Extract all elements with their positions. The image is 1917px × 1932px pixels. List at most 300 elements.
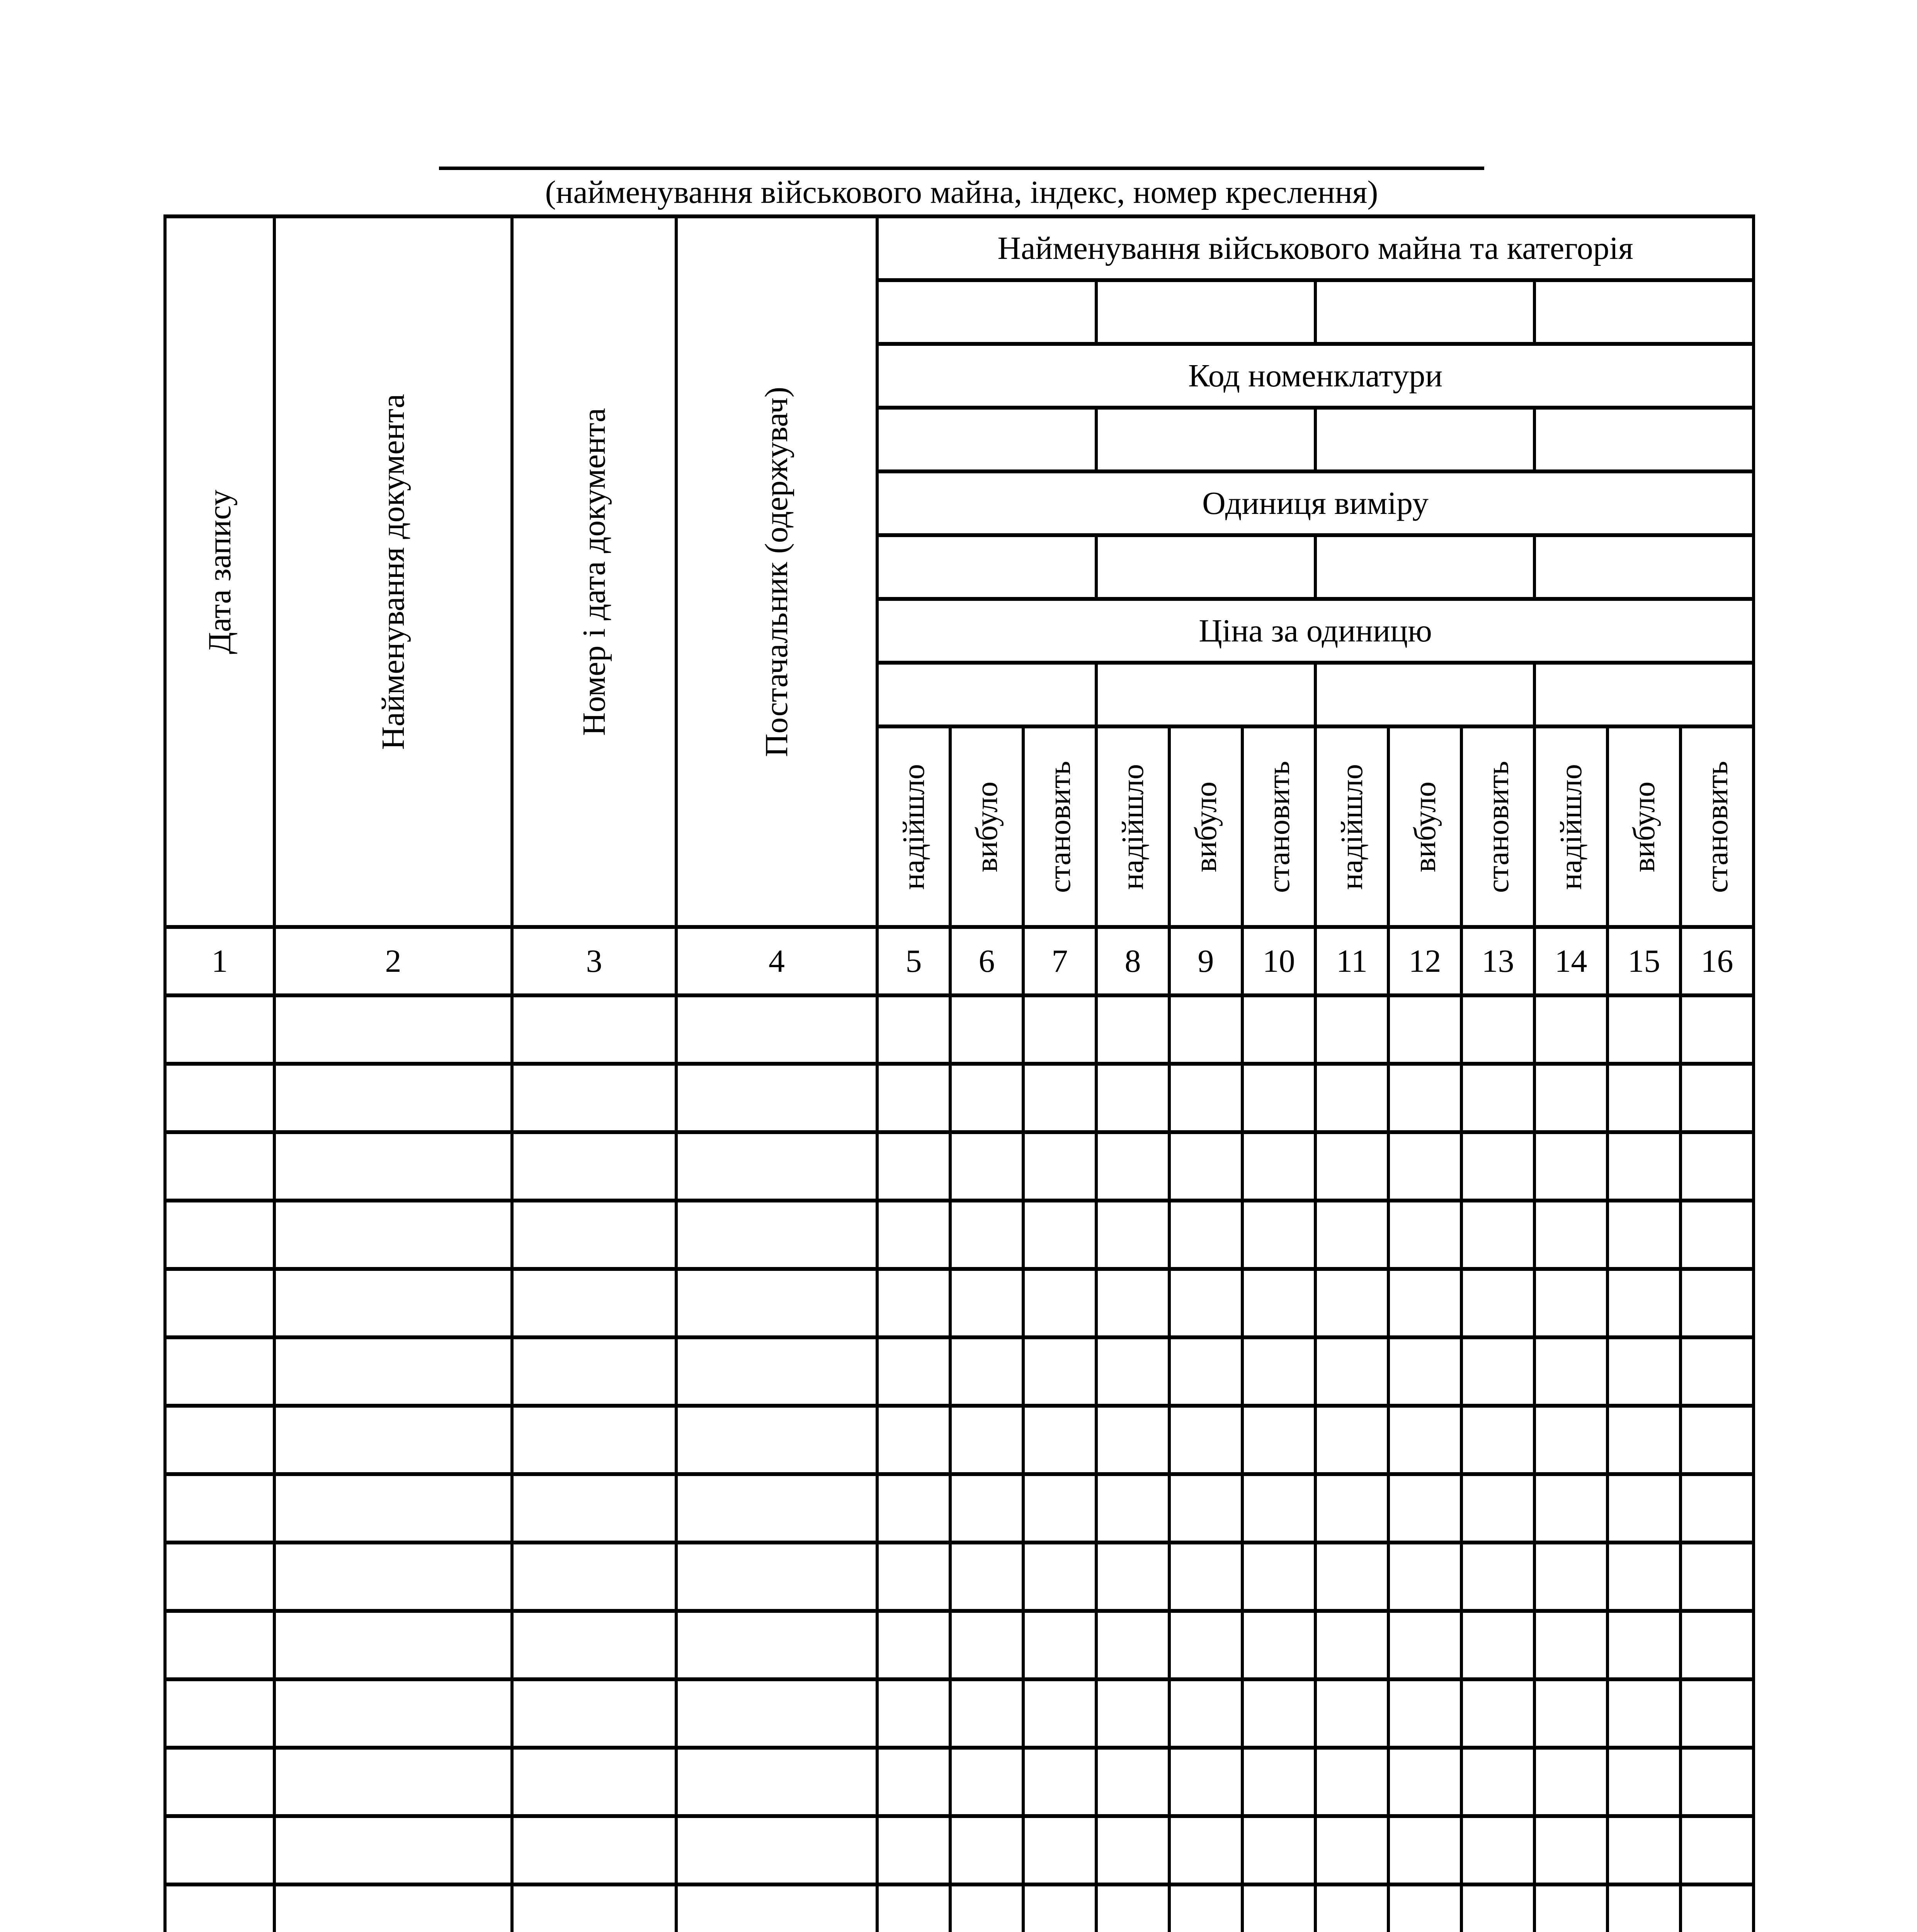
table-cell[interactable] bbox=[1169, 1884, 1242, 1932]
table-cell[interactable] bbox=[1607, 1064, 1681, 1132]
ledger-table bbox=[163, 214, 1755, 1932]
fill-cell[interactable] bbox=[877, 535, 1096, 599]
table-cell[interactable] bbox=[1461, 1679, 1534, 1748]
sub-header-label: надійшло bbox=[1554, 764, 1588, 890]
table-cell[interactable] bbox=[676, 1884, 877, 1932]
table-cell[interactable] bbox=[165, 1748, 274, 1816]
table-row bbox=[165, 1406, 1754, 1474]
table-cell[interactable] bbox=[1534, 995, 1607, 1064]
table-cell[interactable] bbox=[877, 1132, 950, 1201]
table-cell[interactable] bbox=[1461, 1337, 1534, 1406]
fill-cell[interactable] bbox=[1096, 280, 1315, 344]
table-row bbox=[165, 1816, 1754, 1884]
sub-header-12 bbox=[1388, 726, 1461, 927]
table-cell[interactable] bbox=[1096, 1474, 1169, 1543]
table-cell[interactable] bbox=[274, 1337, 512, 1406]
table-cell[interactable] bbox=[512, 1543, 676, 1611]
fill-cell[interactable] bbox=[1534, 663, 1754, 726]
table-cell[interactable] bbox=[1242, 1132, 1315, 1201]
table-cell[interactable] bbox=[676, 1543, 877, 1611]
sub-header-label: вибуло bbox=[1189, 781, 1223, 872]
table-cell[interactable] bbox=[1681, 1474, 1754, 1543]
table-cell[interactable] bbox=[1315, 1406, 1388, 1474]
table-cell[interactable] bbox=[1534, 1748, 1607, 1816]
fill-cell[interactable] bbox=[877, 280, 1096, 344]
table-cell[interactable] bbox=[1315, 1269, 1388, 1337]
table-cell[interactable] bbox=[512, 1884, 676, 1932]
table-cell[interactable] bbox=[1023, 1748, 1096, 1816]
table-cell[interactable] bbox=[950, 1679, 1023, 1748]
sub-header-10 bbox=[1242, 726, 1315, 927]
table-cell[interactable] bbox=[1023, 1679, 1096, 1748]
column-number: 16 bbox=[1681, 927, 1754, 995]
table-cell[interactable] bbox=[1096, 1064, 1169, 1132]
table-cell[interactable] bbox=[1023, 1406, 1096, 1474]
table-cell[interactable] bbox=[1242, 1543, 1315, 1611]
table-cell[interactable] bbox=[1169, 1679, 1242, 1748]
table-cell[interactable] bbox=[1315, 1679, 1388, 1748]
column-number: 3 bbox=[512, 927, 676, 995]
table-cell[interactable] bbox=[950, 1884, 1023, 1932]
table-cell[interactable] bbox=[512, 995, 676, 1064]
table-cell[interactable] bbox=[1315, 1132, 1388, 1201]
table-cell[interactable] bbox=[877, 1474, 950, 1543]
table-cell[interactable] bbox=[1096, 1543, 1169, 1611]
table-cell[interactable] bbox=[1534, 1611, 1607, 1679]
table-cell[interactable] bbox=[1242, 1816, 1315, 1884]
table-cell[interactable] bbox=[1681, 1132, 1754, 1201]
fill-cell[interactable] bbox=[1315, 663, 1534, 726]
table-cell[interactable] bbox=[1242, 1748, 1315, 1816]
table-cell[interactable] bbox=[1242, 1611, 1315, 1679]
table-cell[interactable] bbox=[1388, 1543, 1461, 1611]
table-cell[interactable] bbox=[1169, 1406, 1242, 1474]
table-cell[interactable] bbox=[1023, 1474, 1096, 1543]
table-cell[interactable] bbox=[1607, 1679, 1681, 1748]
table-cell[interactable] bbox=[1388, 1679, 1461, 1748]
table-cell[interactable] bbox=[877, 1201, 950, 1269]
table-cell[interactable] bbox=[877, 1269, 950, 1337]
table-cell[interactable] bbox=[1461, 1201, 1534, 1269]
fill-cell[interactable] bbox=[1534, 535, 1754, 599]
table-cell[interactable] bbox=[676, 1269, 877, 1337]
fill-cell[interactable] bbox=[1096, 535, 1315, 599]
table-cell[interactable] bbox=[1388, 1132, 1461, 1201]
table-cell[interactable] bbox=[165, 1679, 274, 1748]
fill-cell[interactable] bbox=[1096, 663, 1315, 726]
header-date bbox=[165, 216, 274, 927]
table-cell[interactable] bbox=[1388, 1884, 1461, 1932]
table-cell[interactable] bbox=[676, 1679, 877, 1748]
table-cell[interactable] bbox=[1169, 1269, 1242, 1337]
table-cell[interactable] bbox=[512, 1406, 676, 1474]
table-cell[interactable] bbox=[1461, 1543, 1534, 1611]
table-cell[interactable] bbox=[676, 1132, 877, 1201]
sub-header-label: становить bbox=[1043, 760, 1077, 893]
table-cell[interactable] bbox=[512, 1201, 676, 1269]
table-cell[interactable] bbox=[950, 1201, 1023, 1269]
table-cell[interactable] bbox=[1242, 1337, 1315, 1406]
table-cell[interactable] bbox=[1681, 1816, 1754, 1884]
column-number: 4 bbox=[676, 927, 877, 995]
table-cell[interactable] bbox=[274, 1269, 512, 1337]
table-cell[interactable] bbox=[1534, 1337, 1607, 1406]
header-doc-name bbox=[274, 216, 512, 927]
table-cell[interactable] bbox=[1169, 995, 1242, 1064]
table-cell[interactable] bbox=[1534, 1201, 1607, 1269]
table-cell[interactable] bbox=[1534, 1543, 1607, 1611]
table-cell[interactable] bbox=[1169, 1132, 1242, 1201]
table-cell[interactable] bbox=[1534, 1474, 1607, 1543]
table-cell[interactable] bbox=[1461, 1269, 1534, 1337]
table-cell[interactable] bbox=[1388, 1337, 1461, 1406]
table-cell[interactable] bbox=[1242, 1679, 1315, 1748]
table-cell[interactable] bbox=[165, 1884, 274, 1932]
table-cell[interactable] bbox=[1242, 1884, 1315, 1932]
table-cell[interactable] bbox=[676, 1474, 877, 1543]
table-cell[interactable] bbox=[274, 1201, 512, 1269]
table-cell[interactable] bbox=[165, 1406, 274, 1474]
table-cell[interactable] bbox=[877, 1543, 950, 1611]
table-cell[interactable] bbox=[1023, 1269, 1096, 1337]
table-cell[interactable] bbox=[950, 1816, 1023, 1884]
table-cell[interactable] bbox=[165, 1132, 274, 1201]
table-cell[interactable] bbox=[877, 1406, 950, 1474]
table-cell[interactable] bbox=[1461, 1474, 1534, 1543]
fill-cell[interactable] bbox=[1534, 280, 1754, 344]
table-cell[interactable] bbox=[512, 1132, 676, 1201]
column-number: 13 bbox=[1461, 927, 1534, 995]
sub-header-13 bbox=[1461, 726, 1534, 927]
table-cell[interactable] bbox=[512, 1269, 676, 1337]
table-cell[interactable] bbox=[950, 1132, 1023, 1201]
table-cell[interactable] bbox=[274, 995, 512, 1064]
table-cell[interactable] bbox=[1388, 1474, 1461, 1543]
table-cell[interactable] bbox=[1242, 995, 1315, 1064]
table-cell[interactable] bbox=[1461, 995, 1534, 1064]
table-cell[interactable] bbox=[950, 1064, 1023, 1132]
sub-header-label: надійшло bbox=[1116, 764, 1150, 890]
table-cell[interactable] bbox=[1242, 1064, 1315, 1132]
table-cell[interactable] bbox=[1681, 1406, 1754, 1474]
table-cell[interactable] bbox=[1096, 1201, 1169, 1269]
table-cell[interactable] bbox=[1681, 995, 1754, 1064]
table-cell[interactable] bbox=[950, 1543, 1023, 1611]
column-number: 15 bbox=[1607, 927, 1681, 995]
table-cell[interactable] bbox=[1607, 1406, 1681, 1474]
table-cell[interactable] bbox=[1315, 1748, 1388, 1816]
table-cell[interactable] bbox=[512, 1474, 676, 1543]
sub-header-16 bbox=[1681, 726, 1754, 927]
table-cell[interactable] bbox=[1169, 1337, 1242, 1406]
table-cell[interactable] bbox=[1461, 1064, 1534, 1132]
table-cell[interactable] bbox=[877, 1337, 950, 1406]
table-cell[interactable] bbox=[1681, 1337, 1754, 1406]
table-cell[interactable] bbox=[676, 1337, 877, 1406]
table-cell[interactable] bbox=[1681, 1201, 1754, 1269]
table-cell[interactable] bbox=[1023, 1884, 1096, 1932]
table-cell[interactable] bbox=[1315, 1201, 1388, 1269]
table-cell[interactable] bbox=[950, 1611, 1023, 1679]
table-cell[interactable] bbox=[1315, 1884, 1388, 1932]
table-cell[interactable] bbox=[676, 1816, 877, 1884]
table-cell[interactable] bbox=[1096, 1611, 1169, 1679]
table-cell[interactable] bbox=[1242, 1269, 1315, 1337]
table-cell[interactable] bbox=[877, 1884, 950, 1932]
table-cell[interactable] bbox=[1461, 1406, 1534, 1474]
table-cell[interactable] bbox=[1681, 1679, 1754, 1748]
table-cell[interactable] bbox=[877, 1748, 950, 1816]
table-cell[interactable] bbox=[877, 995, 950, 1064]
table-row bbox=[165, 1337, 1754, 1406]
table-cell[interactable] bbox=[1388, 1748, 1461, 1816]
table-cell[interactable] bbox=[950, 1337, 1023, 1406]
table-row bbox=[165, 1064, 1754, 1132]
table-cell[interactable] bbox=[1169, 1064, 1242, 1132]
table-cell[interactable] bbox=[1461, 1132, 1534, 1201]
table-cell[interactable] bbox=[950, 1406, 1023, 1474]
table-cell[interactable] bbox=[1607, 1748, 1681, 1816]
table-cell[interactable] bbox=[274, 1543, 512, 1611]
table-cell[interactable] bbox=[512, 1064, 676, 1132]
table-cell[interactable] bbox=[1023, 1132, 1096, 1201]
table-row bbox=[165, 1132, 1754, 1201]
table-cell[interactable] bbox=[1315, 1337, 1388, 1406]
table-cell[interactable] bbox=[1461, 1884, 1534, 1932]
table-cell[interactable] bbox=[1607, 1337, 1681, 1406]
table-cell[interactable] bbox=[1461, 1748, 1534, 1816]
table-cell[interactable] bbox=[274, 1748, 512, 1816]
table-cell[interactable] bbox=[1681, 1269, 1754, 1337]
table-cell[interactable] bbox=[877, 1816, 950, 1884]
table-row bbox=[165, 1201, 1754, 1269]
column-number: 12 bbox=[1388, 927, 1461, 995]
table-cell[interactable] bbox=[1023, 1201, 1096, 1269]
table-cell[interactable] bbox=[1023, 1337, 1096, 1406]
sub-header-15 bbox=[1607, 726, 1681, 927]
sub-header-9 bbox=[1169, 726, 1242, 927]
table-cell[interactable] bbox=[165, 1337, 274, 1406]
table-cell[interactable] bbox=[1023, 1064, 1096, 1132]
table-row bbox=[165, 995, 1754, 1064]
table-cell[interactable] bbox=[1681, 1884, 1754, 1932]
table-cell[interactable] bbox=[165, 1816, 274, 1884]
sub-header-label: вибуло bbox=[1627, 781, 1661, 872]
table-row bbox=[165, 1611, 1754, 1679]
table-row bbox=[165, 1269, 1754, 1337]
table-cell[interactable] bbox=[1023, 995, 1096, 1064]
table-cell[interactable] bbox=[1169, 1474, 1242, 1543]
table-cell[interactable] bbox=[1534, 1816, 1607, 1884]
table-cell[interactable] bbox=[1607, 1884, 1681, 1932]
table-cell[interactable] bbox=[877, 1611, 950, 1679]
column-number: 2 bbox=[274, 927, 512, 995]
table-cell[interactable] bbox=[1534, 1884, 1607, 1932]
table-cell[interactable] bbox=[512, 1679, 676, 1748]
table-cell[interactable] bbox=[676, 995, 877, 1064]
table-cell[interactable] bbox=[1315, 1064, 1388, 1132]
table-cell[interactable] bbox=[512, 1748, 676, 1816]
table-cell[interactable] bbox=[1607, 1611, 1681, 1679]
table-cell[interactable] bbox=[1023, 1611, 1096, 1679]
sub-header-label: надійшло bbox=[896, 764, 931, 890]
table-cell[interactable] bbox=[1169, 1611, 1242, 1679]
header-date-label: Дата запису bbox=[201, 489, 238, 654]
table-cell[interactable] bbox=[274, 1884, 512, 1932]
sub-header-6 bbox=[950, 726, 1023, 927]
column-number: 14 bbox=[1534, 927, 1607, 995]
table-cell[interactable] bbox=[1534, 1064, 1607, 1132]
table-cell[interactable] bbox=[1461, 1611, 1534, 1679]
sub-header-5 bbox=[877, 726, 950, 927]
table-cell[interactable] bbox=[676, 1406, 877, 1474]
table-cell[interactable] bbox=[274, 1679, 512, 1748]
fill-cell[interactable] bbox=[1096, 408, 1315, 471]
table-cell[interactable] bbox=[1096, 1748, 1169, 1816]
table-row bbox=[165, 1748, 1754, 1816]
header-doc-name-label: Найменування документа bbox=[375, 393, 411, 750]
table-cell[interactable] bbox=[165, 1474, 274, 1543]
table-cell[interactable] bbox=[165, 1269, 274, 1337]
table-cell[interactable] bbox=[512, 1816, 676, 1884]
table-cell[interactable] bbox=[1169, 1543, 1242, 1611]
column-number: 5 bbox=[877, 927, 950, 995]
table-cell[interactable] bbox=[1461, 1816, 1534, 1884]
table-cell[interactable] bbox=[1534, 1679, 1607, 1748]
table-cell[interactable] bbox=[1169, 1748, 1242, 1816]
table-cell[interactable] bbox=[877, 1064, 950, 1132]
table-cell[interactable] bbox=[1242, 1406, 1315, 1474]
table-cell[interactable] bbox=[165, 1064, 274, 1132]
table-cell[interactable] bbox=[1315, 1474, 1388, 1543]
column-number: 6 bbox=[950, 927, 1023, 995]
table-cell[interactable] bbox=[1388, 1406, 1461, 1474]
table-cell[interactable] bbox=[1607, 1816, 1681, 1884]
table-cell[interactable] bbox=[1315, 1816, 1388, 1884]
table-cell[interactable] bbox=[1681, 1064, 1754, 1132]
table-cell[interactable] bbox=[512, 1611, 676, 1679]
table-cell[interactable] bbox=[1242, 1474, 1315, 1543]
table-cell[interactable] bbox=[274, 1406, 512, 1474]
table-cell[interactable] bbox=[1315, 1543, 1388, 1611]
column-number: 9 bbox=[1169, 927, 1242, 995]
table-row bbox=[165, 1679, 1754, 1748]
band-item-name: Найменування військового майна та категорія bbox=[877, 216, 1754, 280]
table-cell[interactable] bbox=[1607, 1132, 1681, 1201]
band-unit-price: Ціна за одиницю bbox=[877, 599, 1754, 663]
table-cell[interactable] bbox=[1607, 995, 1681, 1064]
table-cell[interactable] bbox=[274, 1132, 512, 1201]
column-number: 11 bbox=[1315, 927, 1388, 995]
table-cell[interactable] bbox=[1534, 1132, 1607, 1201]
table-cell[interactable] bbox=[1169, 1816, 1242, 1884]
table-cell[interactable] bbox=[1681, 1748, 1754, 1816]
fill-cell[interactable] bbox=[1315, 535, 1534, 599]
header-doc-number bbox=[512, 216, 676, 927]
table-cell[interactable] bbox=[1607, 1543, 1681, 1611]
sub-header-14 bbox=[1534, 726, 1607, 927]
table-cell[interactable] bbox=[1681, 1611, 1754, 1679]
table-cell[interactable] bbox=[1388, 1269, 1461, 1337]
table-cell[interactable] bbox=[676, 1064, 877, 1132]
table-cell[interactable] bbox=[1169, 1201, 1242, 1269]
fill-cell[interactable] bbox=[877, 408, 1096, 471]
sub-header-label: становить bbox=[1262, 760, 1296, 893]
table-cell[interactable] bbox=[1388, 995, 1461, 1064]
table-cell[interactable] bbox=[1096, 1132, 1169, 1201]
table-cell[interactable] bbox=[1096, 1406, 1169, 1474]
table-cell[interactable] bbox=[1534, 1269, 1607, 1337]
table-row bbox=[165, 1474, 1754, 1543]
table-cell[interactable] bbox=[676, 1748, 877, 1816]
table-cell[interactable] bbox=[165, 1611, 274, 1679]
table-row bbox=[165, 1543, 1754, 1611]
table-cell[interactable] bbox=[1388, 1611, 1461, 1679]
band-unit: Одиниця виміру bbox=[877, 471, 1754, 535]
sub-header-8 bbox=[1096, 726, 1169, 927]
table-cell[interactable] bbox=[1096, 1816, 1169, 1884]
table-cell[interactable] bbox=[1023, 1543, 1096, 1611]
table-cell[interactable] bbox=[676, 1201, 877, 1269]
table-cell[interactable] bbox=[1315, 995, 1388, 1064]
table-cell[interactable] bbox=[877, 1679, 950, 1748]
fill-cell[interactable] bbox=[1315, 408, 1534, 471]
table-cell[interactable] bbox=[1388, 1201, 1461, 1269]
table-cell[interactable] bbox=[165, 1201, 274, 1269]
table-cell[interactable] bbox=[950, 1269, 1023, 1337]
table-cell[interactable] bbox=[1023, 1816, 1096, 1884]
table-cell[interactable] bbox=[165, 995, 274, 1064]
table-cell[interactable] bbox=[1681, 1543, 1754, 1611]
band-nomenclature-code: Код номенклатури bbox=[877, 344, 1754, 408]
table-cell[interactable] bbox=[1096, 1884, 1169, 1932]
column-number: 1 bbox=[165, 927, 274, 995]
table-cell[interactable] bbox=[1096, 1337, 1169, 1406]
table-cell[interactable] bbox=[1607, 1201, 1681, 1269]
table-cell[interactable] bbox=[1388, 1816, 1461, 1884]
sub-header-label: становить bbox=[1481, 760, 1515, 893]
fill-cell[interactable] bbox=[1315, 280, 1534, 344]
table-cell[interactable] bbox=[950, 1748, 1023, 1816]
table-cell[interactable] bbox=[274, 1064, 512, 1132]
title-caption: (найменування військового майна, індекс, номер креслення) bbox=[545, 174, 1378, 210]
fill-cell[interactable] bbox=[877, 663, 1096, 726]
table-cell[interactable] bbox=[1096, 1269, 1169, 1337]
table-cell[interactable] bbox=[1607, 1474, 1681, 1543]
fill-cell[interactable] bbox=[1534, 408, 1754, 471]
sub-header-label: становить bbox=[1700, 760, 1734, 893]
table-cell[interactable] bbox=[950, 1474, 1023, 1543]
table-cell[interactable] bbox=[274, 1816, 512, 1884]
table-cell[interactable] bbox=[1315, 1611, 1388, 1679]
header-row-group-name bbox=[165, 216, 1754, 280]
table-cell[interactable] bbox=[165, 1543, 274, 1611]
table-cell[interactable] bbox=[512, 1337, 676, 1406]
column-number: 8 bbox=[1096, 927, 1169, 995]
table-cell[interactable] bbox=[1534, 1406, 1607, 1474]
table-cell[interactable] bbox=[1607, 1269, 1681, 1337]
table-cell[interactable] bbox=[950, 995, 1023, 1064]
table-cell[interactable] bbox=[1242, 1201, 1315, 1269]
table-cell[interactable] bbox=[1388, 1064, 1461, 1132]
table-cell[interactable] bbox=[274, 1474, 512, 1543]
table-cell[interactable] bbox=[1096, 995, 1169, 1064]
table-cell[interactable] bbox=[274, 1611, 512, 1679]
header-supplier bbox=[676, 216, 877, 927]
table-cell[interactable] bbox=[1096, 1679, 1169, 1748]
table-row bbox=[165, 1884, 1754, 1932]
table-cell[interactable] bbox=[676, 1611, 877, 1679]
